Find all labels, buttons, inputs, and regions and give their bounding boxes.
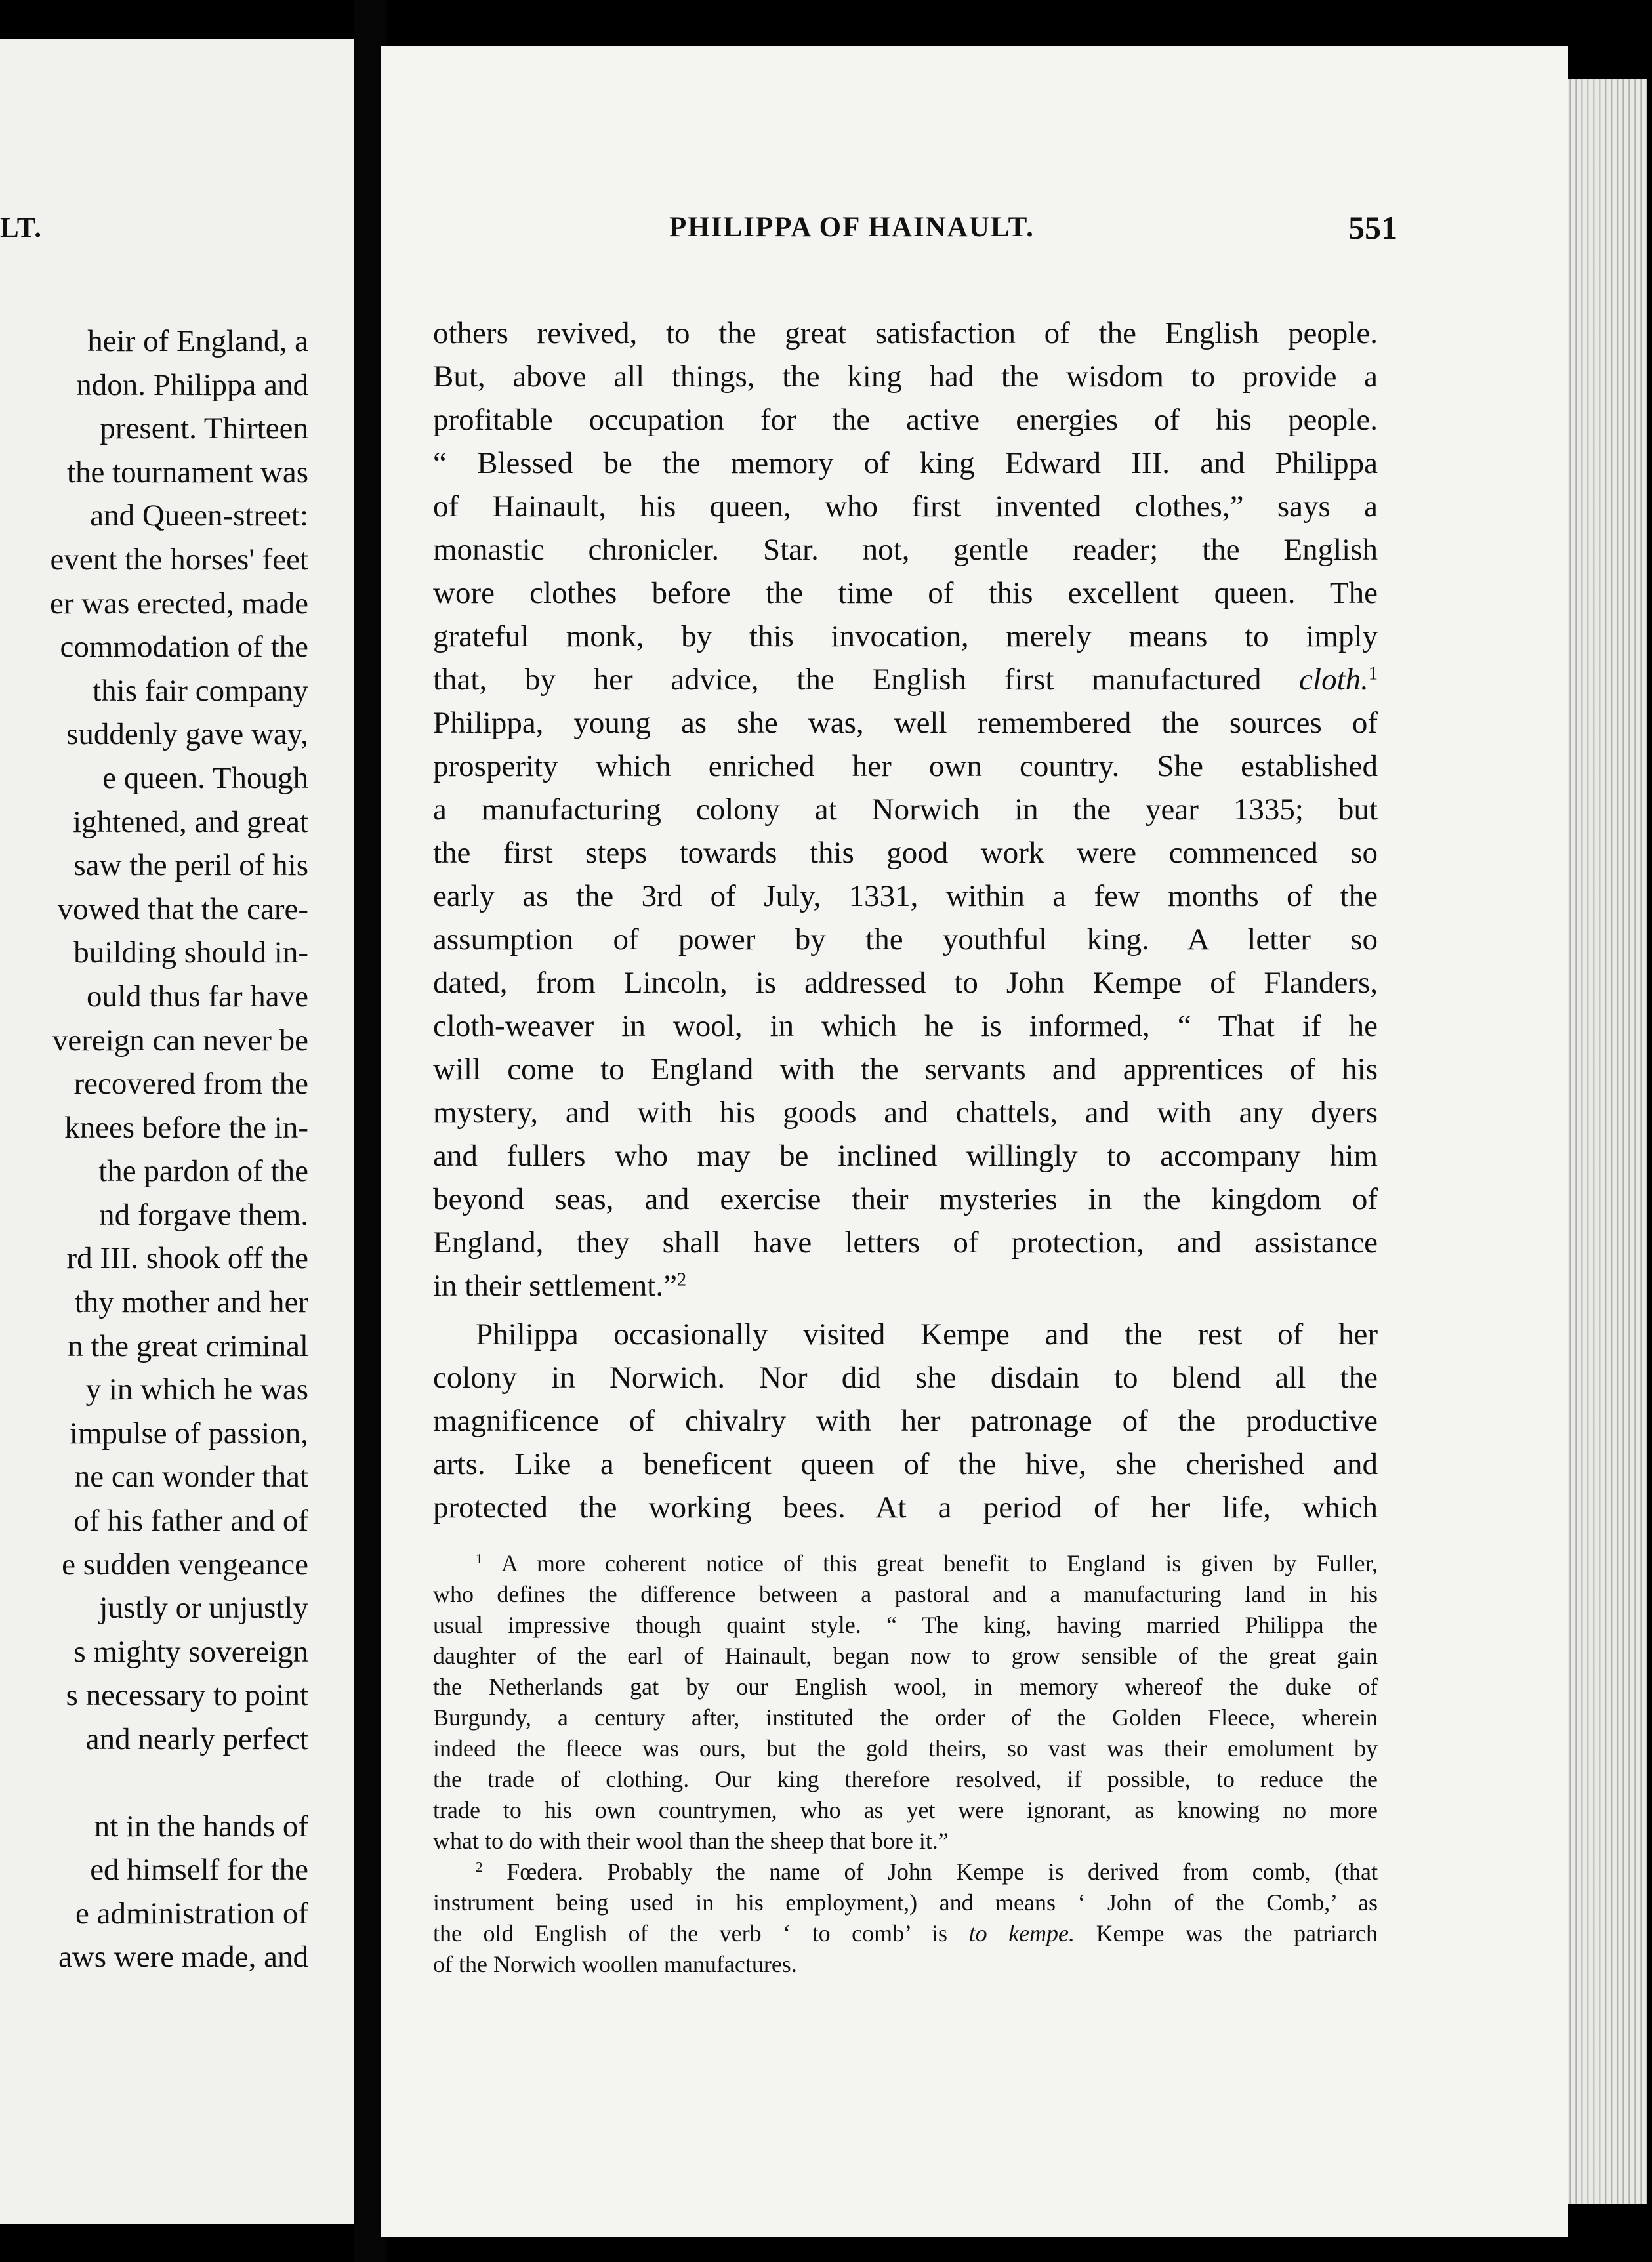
running-title: PHILIPPA OF HAINAULT. (669, 212, 1035, 243)
left-text-line: building should in- (73, 936, 308, 970)
left-text-line: the tournament was (66, 455, 308, 489)
left-text-line: rd III. shook off the (66, 1241, 308, 1276)
text-span: A more coherent notice of this great benefit to England is given by Fuller, (501, 1550, 1378, 1576)
left-text-line: of his father and of (73, 1504, 308, 1538)
emphasis-kempe: to kempe. (968, 1920, 1075, 1946)
left-text-line: e administration of (75, 1896, 308, 1931)
text-line: a manufacturing colony at Norwich in the year 1335; but (433, 792, 1378, 827)
footnote-line: daughter of the earl of Hainault, began now to grow sensible of the great gain (433, 1643, 1378, 1669)
text-line: will come to England with the servants and apprentices of his (433, 1052, 1378, 1086)
left-text-line: nd forgave them. (99, 1197, 308, 1232)
left-text-line: event the horses' feet (50, 542, 308, 577)
left-text-line: and nearly perfect (85, 1722, 308, 1756)
running-header (381, 209, 1397, 251)
text-line: and fullers who may be inclined willingly to accompany him (433, 1139, 1378, 1173)
main-text (433, 312, 1378, 1529)
text-line: protected the working bees. At a period of her life, which (433, 1491, 1378, 1525)
left-text-line: vowed that the care- (57, 892, 308, 926)
footnote-line: of the Norwich woollen manufactures. (433, 1951, 797, 1977)
text-line: early as the 3rd of July, 1331, within a few months of the (433, 879, 1378, 913)
text-line: But, above all things, the king had the wisdom to provide a (433, 360, 1378, 394)
text-line: beyond seas, and exercise their mysteries in the kingdom of (433, 1182, 1378, 1216)
right-page (381, 46, 1568, 2237)
left-text-line: ightened, and great (73, 804, 308, 839)
footnote-line (433, 1548, 1378, 1579)
left-text-line: present. Thirteen (100, 411, 308, 446)
text-line: Philippa occasionally visited Kempe and the rest of her (476, 1317, 1378, 1351)
footnote-marker-2: 2 (676, 1269, 687, 1290)
footnote-number-2: 2 (476, 1859, 483, 1876)
left-page-text (0, 319, 308, 1979)
text-span: in their settlement.” (433, 1269, 677, 1303)
left-text-line: the pardon of the (98, 1154, 308, 1189)
left-text-line: suddenly gave way, (66, 717, 308, 752)
footnote-line: trade to his own countrymen, who as yet were ignorant, as knowing no more (433, 1797, 1378, 1823)
footnote-line (433, 1857, 1378, 1887)
left-text-line: thy mother and her (74, 1285, 308, 1320)
footnote-line: the trade of clothing. Our king therefore resolved, if possible, to reduce the (433, 1766, 1378, 1792)
left-text-line: and Queen-street: (90, 499, 308, 533)
left-text-line: vereign can never be (52, 1023, 308, 1058)
text-span: Fœdera. Probably the name of John Kempe is derived from comb, (that (506, 1859, 1378, 1885)
text-line: the first steps towards this good work were commenced so (433, 836, 1378, 870)
text-line: monastic chronicler. Star. not, gentle reader; the English (433, 533, 1378, 567)
left-text-line: ne can wonder that (74, 1460, 308, 1494)
text-span: the old English of the verb ‘ to comb’ is (433, 1920, 948, 1946)
page-number: 551 (1348, 209, 1397, 246)
text-line: dated, from Lincoln, is addressed to John Kempe of Flanders, (433, 966, 1378, 1000)
left-text-line: knees before the in- (64, 1110, 308, 1145)
footnote-line: indeed the fleece was ours, but the gold theirs, so vast was their emolument by (433, 1735, 1378, 1761)
left-text-line: s necessary to point (66, 1678, 308, 1713)
left-text-line: impulse of passion, (69, 1416, 308, 1450)
left-page (0, 39, 354, 2224)
text-line: of Hainault, his queen, who first invented clothes,” says a (433, 489, 1378, 524)
text-line: colony in Norwich. Nor did she disdain to blend all the (433, 1361, 1378, 1395)
left-text-line: nt in the hands of (94, 1809, 308, 1843)
left-text-line: ed himself for the (90, 1853, 308, 1887)
text-line: magnificence of chivalry with her patronage of the productive (433, 1404, 1378, 1438)
footnote-line: Burgundy, a century after, instituted the order of the Golden Fleece, wherein (433, 1704, 1378, 1731)
footnote-line: what to do with their wool than the sheep that bore it.” (433, 1828, 949, 1854)
text-span: Kempe was the patriarch (1075, 1920, 1378, 1946)
footnote-line: instrument being used in his employment,) and means ‘ John of the Comb,’ as (433, 1889, 1378, 1916)
footnote-number-1: 1 (476, 1551, 483, 1567)
text-line: grateful monk, by this invocation, merely means to imply (433, 619, 1378, 653)
left-text-line: n the great criminal (68, 1328, 308, 1363)
left-text-line: ndon. Philippa and (76, 367, 308, 402)
footnote-line: usual impressive though quaint style. “ The king, having married Philippa the (433, 1612, 1378, 1638)
left-text-line: justly or unjustly (99, 1591, 308, 1626)
left-text-line: aws were made, and (58, 1940, 308, 1975)
footnote-marker-1: 1 (1368, 663, 1378, 684)
left-text-line: s mighty sovereign (73, 1634, 308, 1669)
emphasis-cloth: cloth. (1299, 663, 1369, 697)
text-line (433, 658, 1378, 701)
text-line: prosperity which enriched her own country. She established (433, 749, 1378, 783)
text-line: “ Blessed be the memory of king Edward III. and Philippa (433, 446, 1378, 480)
left-text-line: e sudden vengeance (62, 1547, 308, 1582)
left-text-line: er was erected, made (49, 586, 308, 621)
footnotes (433, 1548, 1378, 1980)
left-text-line: recovered from the (73, 1067, 308, 1101)
text-line: England, they shall have letters of protection, and assistance (433, 1225, 1378, 1260)
text-span: that, by her advice, the English first manufactured (433, 663, 1262, 697)
footnote-line: who defines the difference between a pastoral and a manufacturing land in his (433, 1581, 1378, 1607)
text-line: cloth-weaver in wool, in which he is informed, “ That if he (433, 1009, 1378, 1043)
text-line: Philippa, young as she was, well remembered the sources of (433, 706, 1378, 740)
text-line: others revived, to the great satisfaction of the English people. (433, 316, 1378, 350)
text-line: assumption of power by the youthful king. A letter so (433, 922, 1378, 956)
left-text-line: saw the peril of his (73, 848, 308, 883)
text-line (433, 1264, 1378, 1307)
text-line: mystery, and with his goods and chattels, and with any dyers (433, 1096, 1378, 1130)
left-text-line: y in which he was (85, 1372, 308, 1407)
text-line: arts. Like a beneficent queen of the hive, she cherished and (433, 1447, 1378, 1481)
left-text-line: this fair company (93, 673, 308, 708)
left-running-title: LT. (0, 213, 42, 243)
left-text-line: commodation of the (60, 630, 308, 665)
left-text-line: e queen. Though (102, 760, 308, 795)
text-line: profitable occupation for the active energies of his people. (433, 403, 1378, 437)
text-line: wore clothes before the time of this excellent queen. The (433, 576, 1378, 610)
left-text-line: ould thus far have (86, 979, 308, 1014)
left-text-line: heir of England, a (87, 324, 308, 358)
footnote-line: the Netherlands gat by our English wool, in memory whereof the duke of (433, 1674, 1378, 1700)
footnote-line (433, 1918, 1378, 1949)
